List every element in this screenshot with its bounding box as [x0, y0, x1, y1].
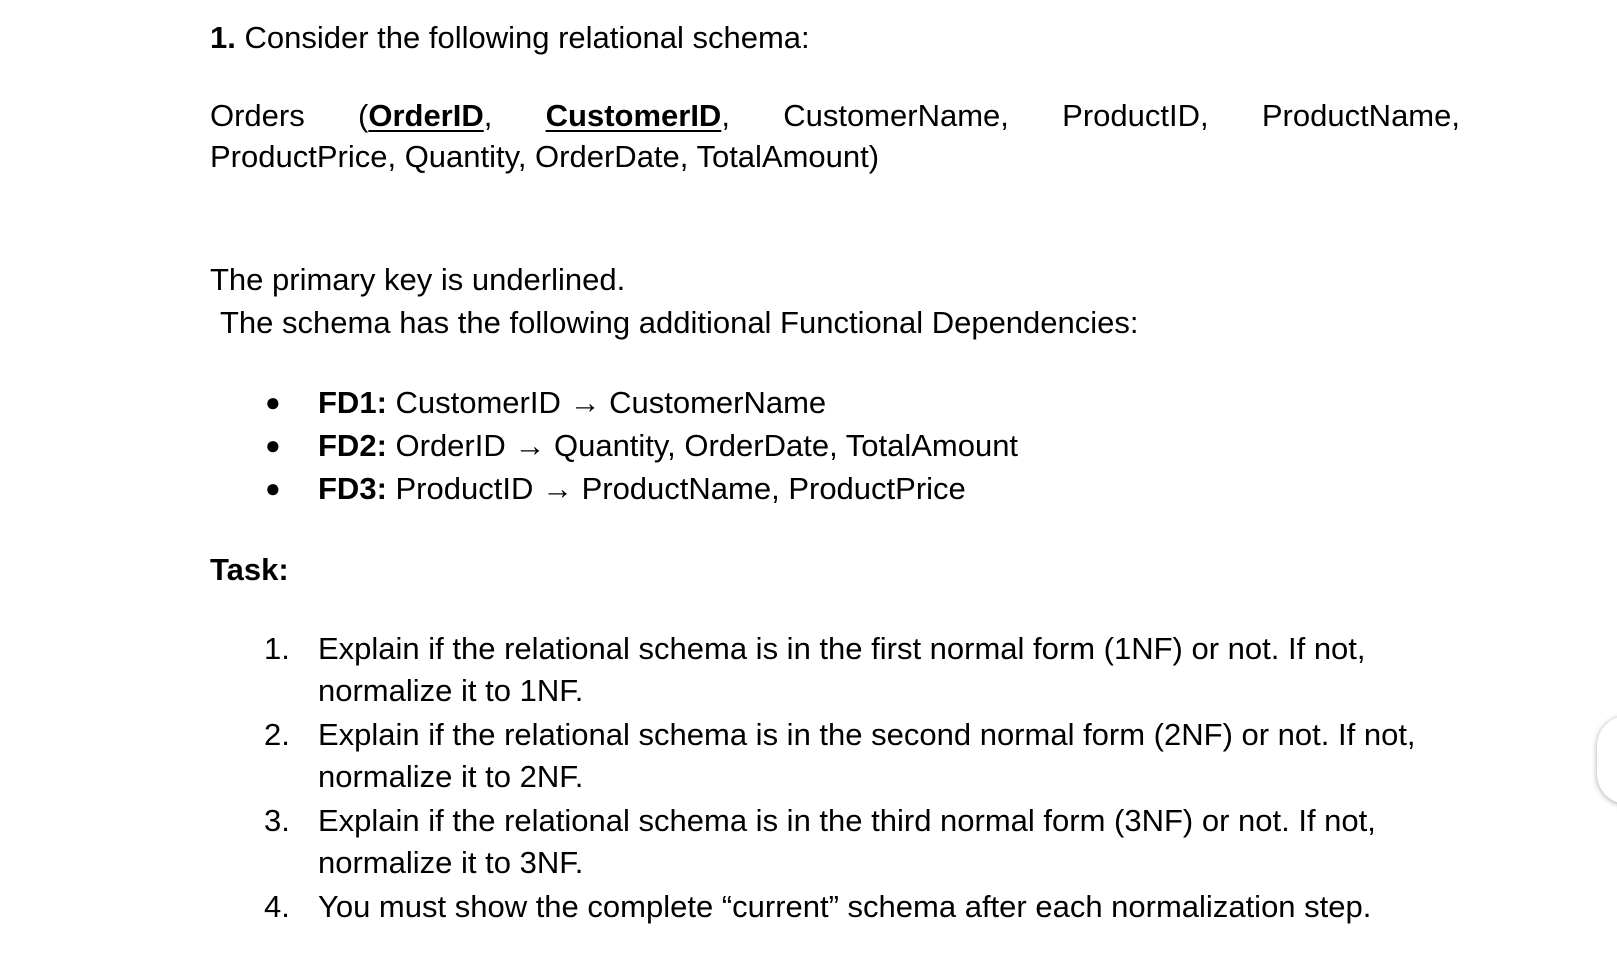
fd-label: FD1: — [318, 385, 387, 420]
fd-rule: OrderID → Quantity, OrderDate, TotalAmount — [386, 428, 1019, 463]
task-number: 4. — [264, 889, 290, 924]
task-list — [210, 628, 1470, 930]
task-item — [210, 800, 1470, 884]
task-item — [210, 628, 1470, 712]
side-panel-toggle[interactable] — [1597, 716, 1617, 804]
attribute-customername: CustomerName, — [783, 98, 1009, 133]
relation-name: Orders — [210, 98, 305, 133]
fd-text — [318, 424, 1018, 467]
task-number: 1. — [264, 631, 290, 666]
task-number: 3. — [264, 803, 290, 838]
task-text: Explain if the relational schema is in the first normal form (1NF) or not. If not, normalize it to 1NF. — [318, 631, 1366, 708]
schema-key-group — [358, 96, 492, 138]
question-number: 1. — [210, 20, 236, 55]
task-item — [210, 886, 1470, 928]
comma: , — [721, 98, 730, 133]
fd-label: FD3: — [318, 471, 387, 506]
schema-line-2: ProductPrice, Quantity, OrderDate, TotalAmount) — [210, 139, 880, 174]
open-paren: ( — [358, 98, 369, 133]
task-text: Explain if the relational schema is in the second normal form (2NF) or not. If not, normalize it to 2NF. — [318, 717, 1416, 794]
fd-rule: CustomerID → CustomerName — [386, 385, 827, 420]
schema-key-group-2 — [546, 96, 730, 138]
attribute-productid: ProductID, — [1062, 98, 1209, 133]
primary-key-customerid: CustomerID — [545, 98, 722, 133]
question-line — [210, 18, 810, 58]
question-text: Consider the following relational schema: — [235, 20, 810, 55]
task-item — [210, 714, 1470, 798]
primary-key-note: The primary key is underlined. — [210, 262, 626, 297]
fd-rule: ProductID → ProductName, ProductPrice — [386, 471, 966, 506]
bullet-icon: ● — [265, 473, 281, 503]
bullet-icon: ● — [265, 387, 281, 417]
fd-text — [318, 381, 826, 424]
schema-line-1 — [210, 96, 1460, 138]
fd-text — [318, 467, 966, 510]
bullet-icon: ● — [265, 430, 281, 460]
primary-key-orderid: OrderID — [368, 98, 484, 133]
schema-definition — [210, 96, 1460, 177]
fd-intro: The schema has the following additional Functional Dependencies: — [220, 305, 1139, 340]
fd-label: FD2: — [318, 428, 387, 463]
task-text: Explain if the relational schema is in the third normal form (3NF) or not. If not, normalize it to 3NF. — [318, 803, 1376, 880]
comma: , — [483, 98, 493, 133]
task-number: 2. — [264, 717, 290, 752]
task-text: You must show the complete “current” schema after each normalization step. — [318, 889, 1372, 924]
task-heading: Task: — [210, 552, 289, 587]
attribute-productname: ProductName, — [1261, 98, 1460, 133]
